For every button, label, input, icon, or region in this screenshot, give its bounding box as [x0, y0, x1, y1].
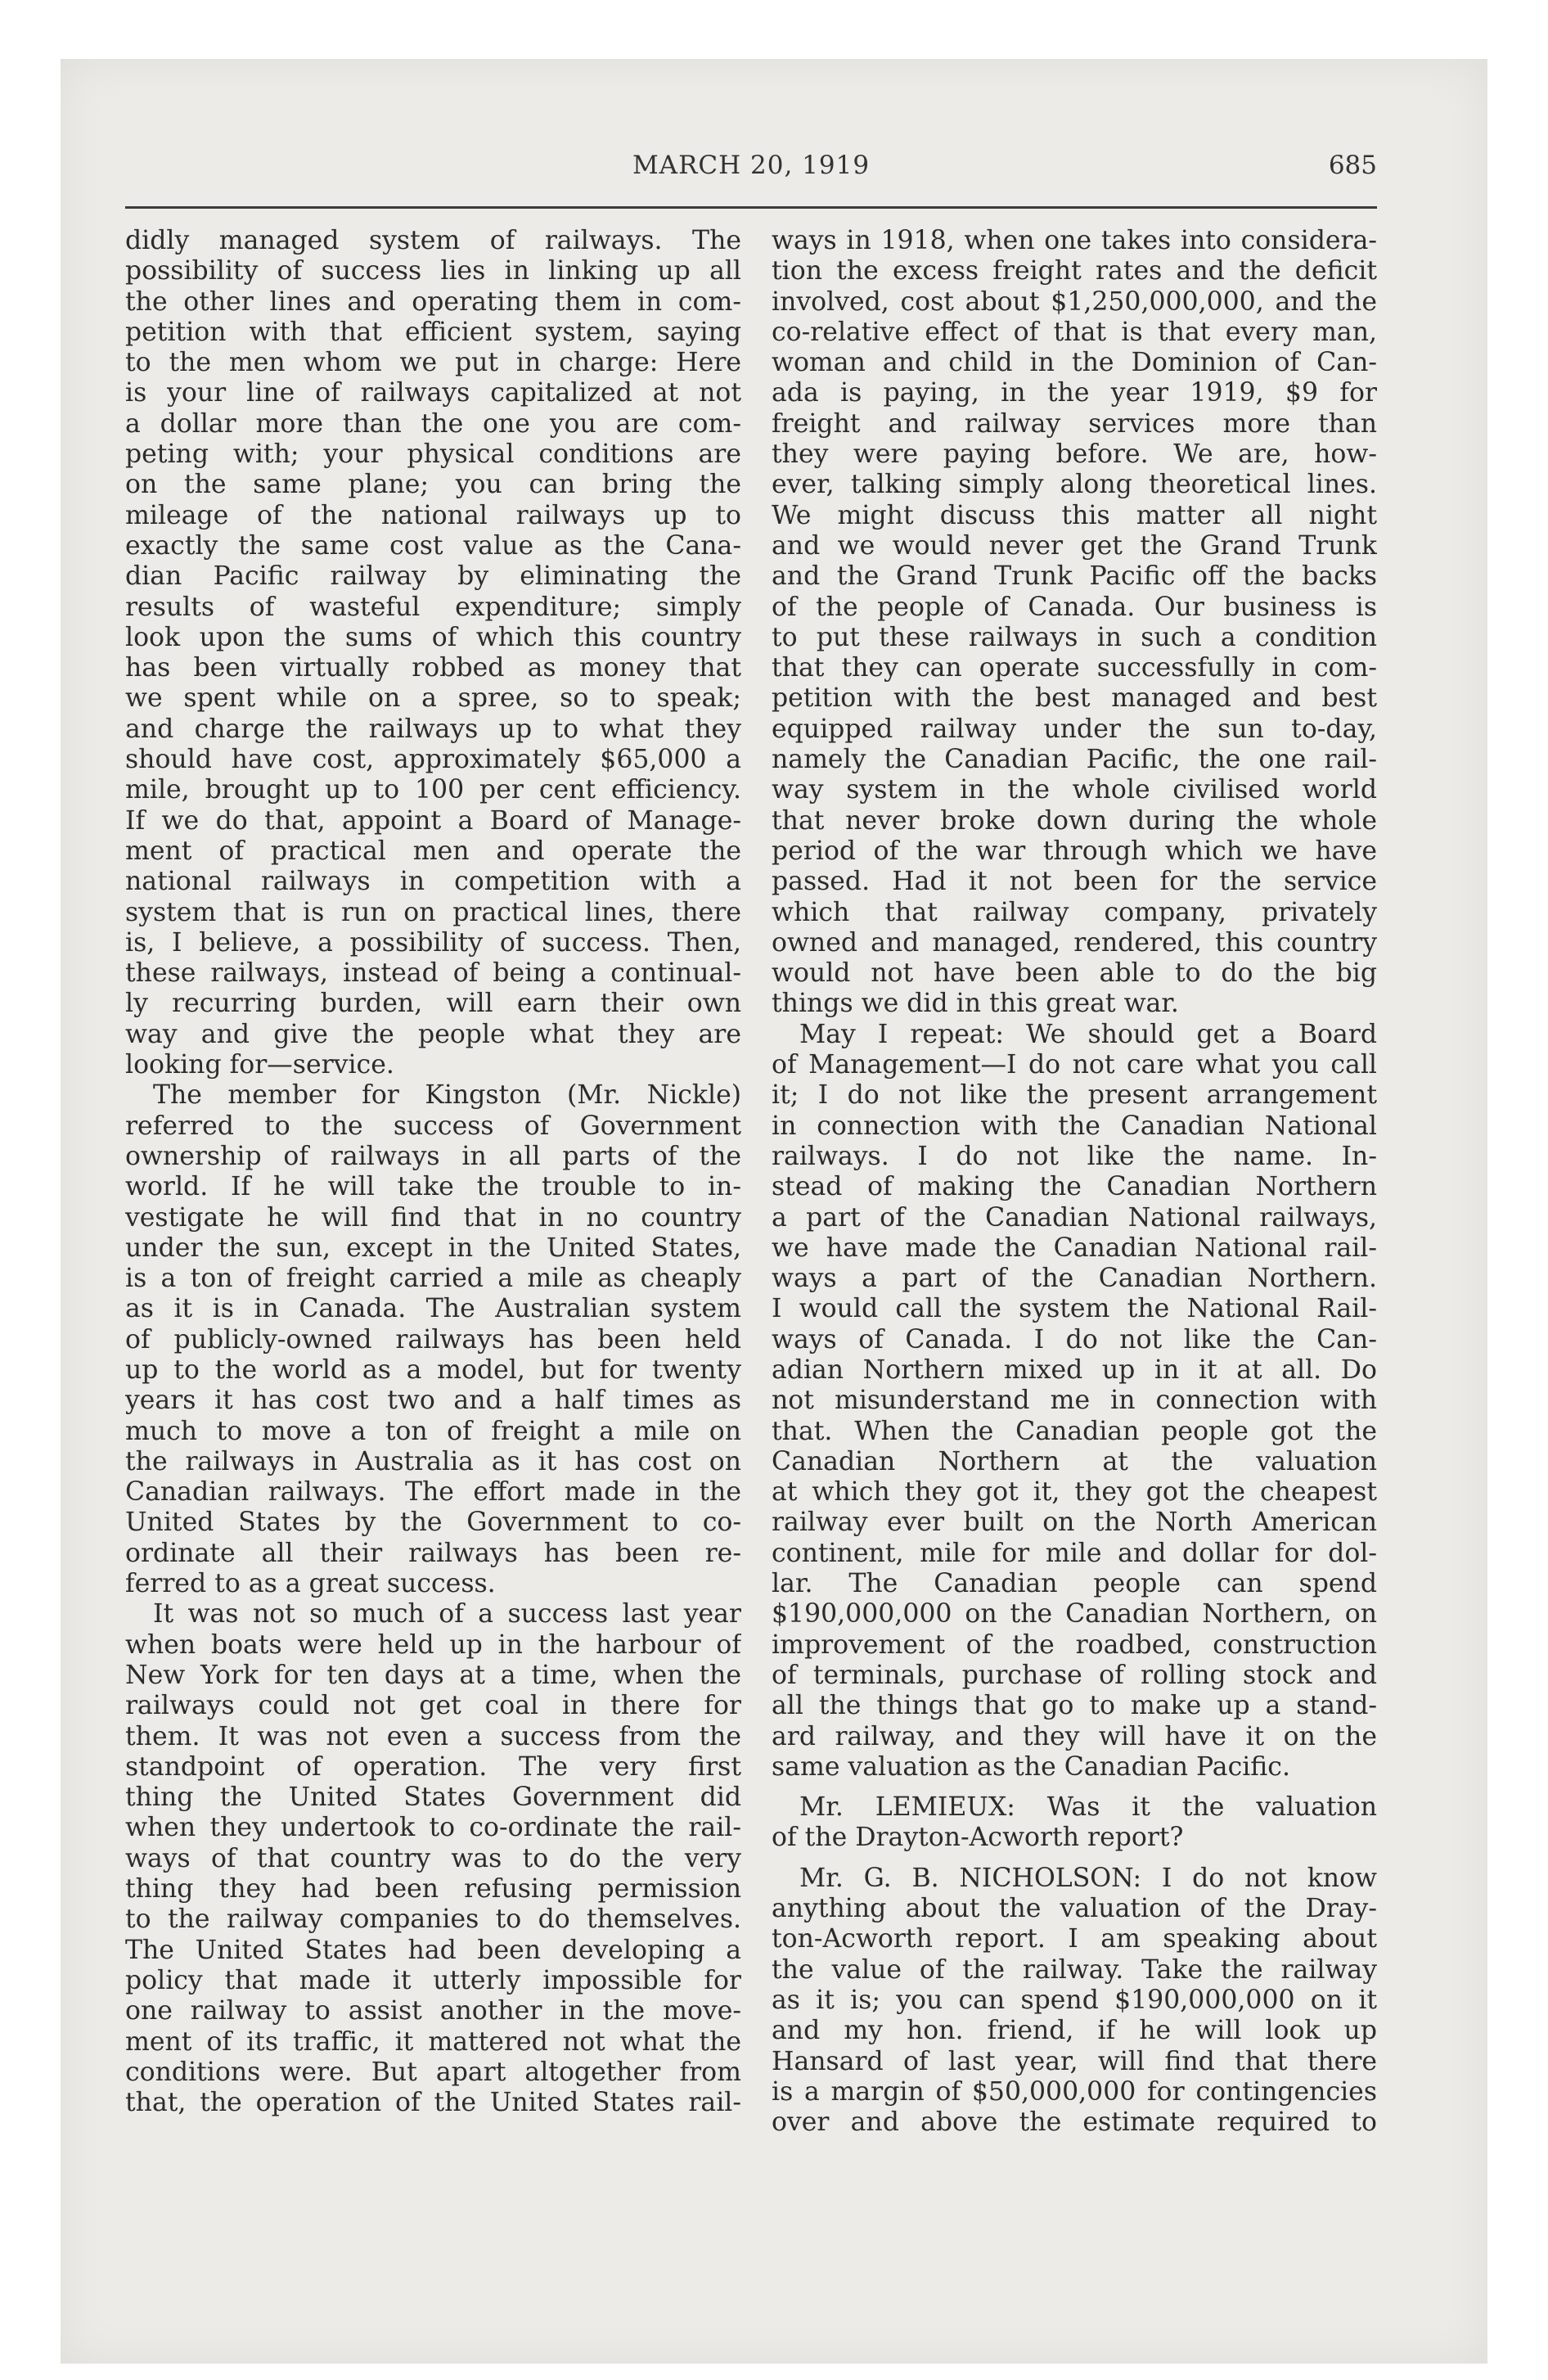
text-line: that never broke down during the whole: [772, 805, 1377, 836]
text-line: ownership of railways in all parts of the: [125, 1141, 741, 1171]
text-line: in connection with the Canadian National: [772, 1111, 1377, 1141]
text-line: peting with; your physical conditions are: [125, 439, 741, 470]
text-line: ton-Acworth report. I am speaking about: [772, 1924, 1377, 1954]
text-line: freight and railway services more than: [772, 408, 1377, 439]
text-line: system that is run on practical lines, there: [125, 897, 741, 927]
text-line: at which they got it, they got the cheapest: [772, 1477, 1377, 1508]
text-line: they were paying before. We are, how-: [772, 439, 1377, 470]
text-line: and my hon. friend, if he will look up: [772, 2016, 1377, 2046]
text-line: them. It was not even a success from the: [125, 1721, 741, 1751]
text-line: ard railway, and they will have it on the: [772, 1721, 1377, 1751]
page-number: 685: [1328, 151, 1377, 180]
text-line: results of wasteful expenditure; simply: [125, 592, 741, 622]
text-line: Canadian Northern at the valuation: [772, 1446, 1377, 1476]
text-line: The member for Kingston (Mr. Nickle): [153, 1080, 741, 1111]
text-line: Hansard of last year, will find that there: [772, 2046, 1377, 2076]
text-line: petition with that efficient system, saying: [125, 317, 741, 347]
text-line: ways a part of the Canadian Northern.: [772, 1264, 1377, 1294]
text-line: look upon the sums of which this country: [125, 622, 741, 652]
text-line: of the Drayton-Acworth report?: [772, 1823, 1184, 1853]
text-line: national railways in competition with a: [125, 867, 741, 897]
text-line: conditions were. But apart altogether from: [125, 2057, 741, 2087]
text-line: United States by the Government to co-: [125, 1508, 741, 1538]
left-column: [125, 226, 741, 2118]
text-line: we spent while on a spree, so to speak;: [125, 683, 741, 714]
text-line: the other lines and operating them in com-: [125, 286, 741, 317]
text-line: up to the world as a model, but for twenty: [125, 1355, 741, 1385]
header-date: MARCH 20, 1919: [632, 151, 871, 180]
text-line: petition with the best managed and best: [772, 683, 1377, 714]
text-line: exactly the same cost value as the Cana-: [125, 530, 741, 561]
text-line: continent, mile for mile and dollar for dol-: [772, 1538, 1377, 1568]
text-line: railway ever built on the North American: [772, 1508, 1377, 1538]
text-line: railways. I do not like the name. In-: [772, 1141, 1377, 1171]
text-line: and charge the railways up to what they: [125, 714, 741, 744]
text-line: has been virtually robbed as money that: [125, 653, 741, 683]
text-line: much to move a ton of freight a mile on: [125, 1416, 741, 1446]
text-line: May I repeat: We should get a Board: [799, 1019, 1377, 1049]
text-line: these railways, instead of being a continual-: [125, 958, 741, 989]
text-line: that they can operate successfully in com-: [772, 653, 1377, 683]
text-line: under the sun, except in the United States,: [125, 1233, 741, 1263]
text-line: $190,000,000 on the Canadian Northern, on: [772, 1599, 1377, 1629]
text-line: If we do that, appoint a Board of Manage-: [125, 805, 741, 836]
text-line: referred to the success of Government: [125, 1111, 741, 1141]
text-line: namely the Canadian Pacific, the one rail-: [772, 745, 1377, 775]
text-line: improvement of the roadbed, construction: [772, 1629, 1377, 1660]
text-line: New York for ten days at a time, when the: [125, 1660, 741, 1690]
text-line: on the same plane; you can bring the: [125, 470, 741, 500]
header-rule: [125, 206, 1377, 209]
text-line: Mr. LEMIEUX: Was it the valuation: [799, 1792, 1377, 1823]
text-line: all the things that go to make up a stand-: [772, 1691, 1377, 1721]
text-line: owned and managed, rendered, this country: [772, 927, 1377, 958]
text-line: which that railway company, privately: [772, 897, 1377, 927]
text-line: that, the operation of the United States rail-: [125, 2088, 741, 2118]
text-line: of Management—I do not care what you call: [772, 1050, 1377, 1080]
text-line: years it has cost two and a half times as: [125, 1386, 741, 1416]
text-line: ly recurring burden, will earn their own: [125, 989, 741, 1019]
text-line: railways could not get coal in there for: [125, 1691, 741, 1721]
text-line: and the Grand Trunk Pacific off the backs: [772, 561, 1377, 592]
text-line: The United States had been developing a: [125, 1935, 741, 1965]
text-line: is your line of railways capitalized at not: [125, 378, 741, 408]
text-line: anything about the valuation of the Dray-: [772, 1894, 1377, 1924]
text-line: involved, cost about $1,250,000,000, and the: [772, 286, 1377, 317]
text-line: ways of Canada. I do not like the Can-: [772, 1324, 1377, 1355]
text-line: equipped railway under the sun to-day,: [772, 714, 1377, 744]
text-line: of publicly-owned railways has been held: [125, 1324, 741, 1355]
text-line: to put these railways in such a condition: [772, 622, 1377, 652]
text-line: when they undertook to co-ordinate the rail-: [125, 1813, 741, 1843]
text-line: mileage of the national railways up to: [125, 500, 741, 530]
text-line: same valuation as the Canadian Pacific.: [772, 1751, 1290, 1782]
text-line: we have made the Canadian National rail-: [772, 1233, 1377, 1263]
text-line: to the railway companies to do themselves.: [125, 1904, 741, 1935]
text-line: when boats were held up in the harbour of: [125, 1629, 741, 1660]
text-line: period of the war through which we have: [772, 836, 1377, 866]
text-line: woman and child in the Dominion of Can-: [772, 348, 1377, 378]
text-line: things we did in this great war.: [772, 989, 1179, 1019]
text-line: as it is in Canada. The Australian system: [125, 1294, 741, 1324]
text-line: co-relative effect of that is that every man,: [772, 317, 1377, 347]
text-line: is, I believe, a possibility of success. Then,: [125, 927, 741, 958]
text-line: tion the excess freight rates and the deficit: [772, 256, 1377, 286]
text-line: of terminals, purchase of rolling stock and: [772, 1660, 1377, 1690]
text-line: the railways in Australia as it has cost on: [125, 1446, 741, 1476]
text-line: ment of its traffic, it mattered not what the: [125, 2026, 741, 2057]
text-line: world. If he will take the trouble to in-: [125, 1172, 741, 1202]
text-line: It was not so much of a success last year: [153, 1599, 741, 1629]
text-line: vestigate he will find that in no country: [125, 1202, 741, 1233]
text-line: mile, brought up to 100 per cent efficiency.: [125, 775, 741, 805]
text-line: thing they had been refusing permission: [125, 1874, 741, 1904]
text-line: ways in 1918, when one takes into considera-: [772, 226, 1377, 255]
text-line: adian Northern mixed up in it at all. Do: [772, 1355, 1377, 1385]
text-line: not misunderstand me in connection with: [772, 1386, 1377, 1416]
text-line: a part of the Canadian National railways,: [772, 1202, 1377, 1233]
text-line: way system in the whole civilised world: [772, 775, 1377, 805]
right-column: [772, 226, 1377, 2138]
text-line: over and above the estimate required to: [772, 2107, 1377, 2138]
text-line: ada is paying, in the year 1919, $9 for: [772, 378, 1377, 408]
text-line: should have cost, approximately $65,000 a: [125, 745, 741, 775]
text-line: way and give the people what they are: [125, 1019, 741, 1049]
text-line: and we would never get the Grand Trunk: [772, 530, 1377, 561]
text-line: that. When the Canadian people got the: [772, 1416, 1377, 1446]
text-line: ever, talking simply along theoretical lines.: [772, 470, 1377, 500]
text-line: looking for—service.: [125, 1050, 394, 1080]
text-line: ways of that country was to do the very: [125, 1843, 741, 1873]
text-line: thing the United States Government did: [125, 1783, 741, 1813]
text-line: it; I do not like the present arrangement: [772, 1080, 1377, 1111]
text-line: to the men whom we put in charge: Here: [125, 348, 741, 378]
text-line: ordinate all their railways has been re-: [125, 1538, 741, 1568]
text-line: ment of practical men and operate the: [125, 836, 741, 866]
text-line: stead of making the Canadian Northern: [772, 1172, 1377, 1202]
text-line: lar. The Canadian people can spend: [772, 1569, 1377, 1599]
text-line: ferred to as a great success.: [125, 1569, 496, 1599]
text-line: standpoint of operation. The very first: [125, 1751, 741, 1782]
text-line: as it is; you can spend $190,000,000 on it: [772, 1985, 1377, 2015]
text-line: didly managed system of railways. The: [125, 226, 741, 255]
text-line: is a ton of freight carried a mile as cheaply: [125, 1264, 741, 1294]
text-line: I would call the system the National Rail-: [772, 1294, 1377, 1324]
text-line: possibility of success lies in linking up all: [125, 256, 741, 286]
text-line: a dollar more than the one you are com-: [125, 408, 741, 439]
text-line: would not have been able to do the big: [772, 958, 1377, 989]
text-line: one railway to assist another in the move-: [125, 1996, 741, 2026]
text-line: passed. Had it not been for the service: [772, 867, 1377, 897]
text-line: the value of the railway. Take the railway: [772, 1954, 1377, 1985]
text-line: is a margin of $50,000,000 for contingencies: [772, 2076, 1377, 2107]
paragraph-gap: [772, 1854, 1377, 1864]
page-header: [125, 146, 1377, 195]
text-line: Canadian railways. The effort made in the: [125, 1477, 741, 1508]
text-line: of the people of Canada. Our business is: [772, 592, 1377, 622]
text-line: dian Pacific railway by eliminating the: [125, 561, 741, 592]
text-line: We might discuss this matter all night: [772, 500, 1377, 530]
text-line: Mr. G. B. NICHOLSON: I do not know: [799, 1863, 1377, 1893]
paragraph-gap: [772, 1783, 1377, 1792]
text-line: policy that made it utterly impossible for: [125, 1965, 741, 1995]
